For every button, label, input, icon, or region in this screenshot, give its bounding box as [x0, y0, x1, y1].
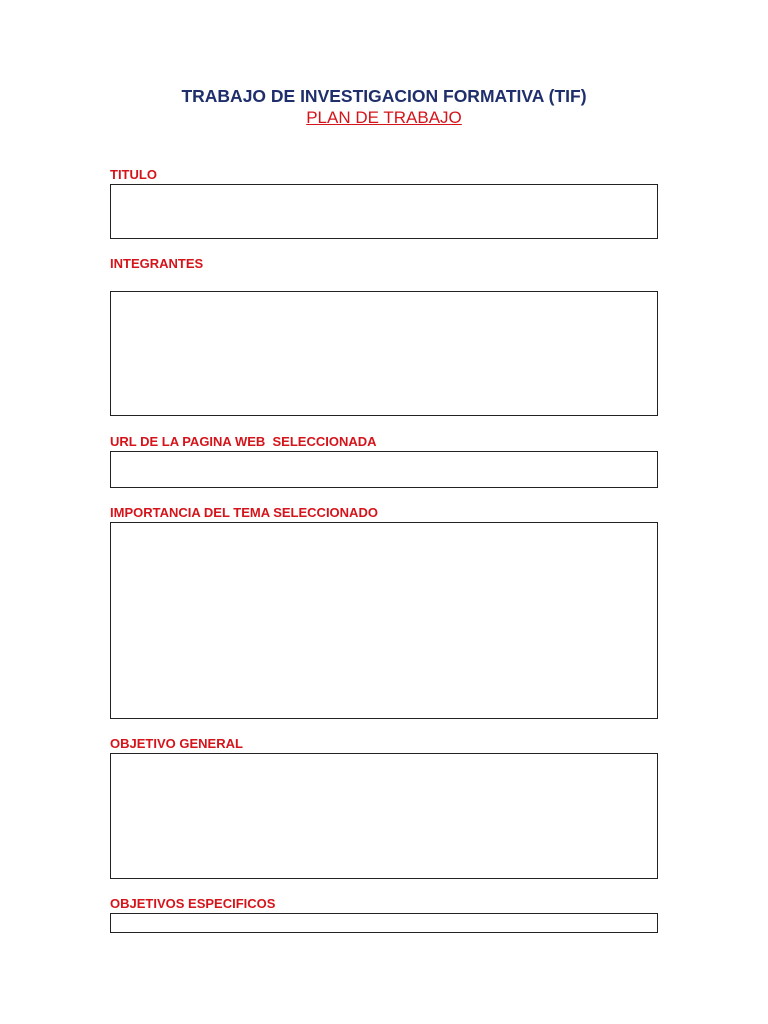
- titulo-label: TITULO: [110, 167, 157, 182]
- objetivos-especificos-field[interactable]: [110, 913, 658, 933]
- url-label: URL DE LA PAGINA WEB SELECCIONADA: [110, 434, 377, 449]
- objetivos-especificos-label: OBJETIVOS ESPECIFICOS: [110, 896, 276, 911]
- integrantes-label: INTEGRANTES: [110, 256, 204, 271]
- objetivo-general-field[interactable]: [110, 753, 658, 879]
- integrantes-field[interactable]: [110, 291, 658, 416]
- importancia-label: IMPORTANCIA DEL TEMA SELECCIONADO: [110, 505, 378, 520]
- importancia-field[interactable]: [110, 522, 658, 719]
- document-title: TRABAJO DE INVESTIGACION FORMATIVA (TIF): [181, 86, 587, 106]
- titulo-field[interactable]: [110, 184, 658, 239]
- document-subtitle: PLAN DE TRABAJO: [306, 108, 462, 127]
- objetivo-general-label: OBJETIVO GENERAL: [110, 736, 243, 751]
- url-field[interactable]: [110, 451, 658, 488]
